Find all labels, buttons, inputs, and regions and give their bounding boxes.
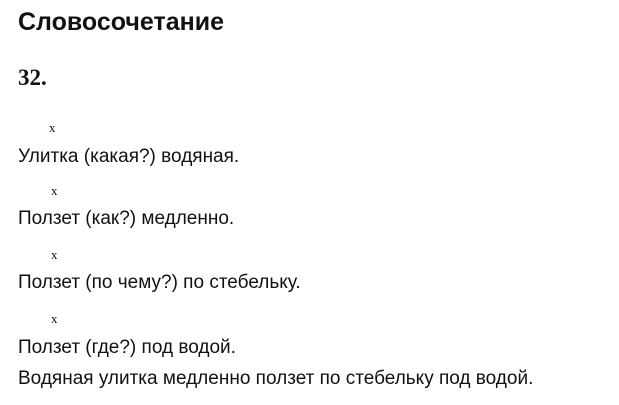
main-word-mark: х [51, 247, 58, 262]
phrase-line: Ползет (где?) под водой. [18, 337, 236, 358]
page-title: Словосочетание [18, 8, 225, 36]
main-word-mark: х [49, 120, 56, 135]
main-word-mark: х [51, 311, 58, 326]
phrase-line: Ползет (по чему?) по стебельку. [18, 272, 301, 293]
main-word-mark: х [51, 183, 58, 198]
phrase-line: Улитка (какая?) водяная. [18, 146, 240, 167]
phrase-line: Ползет (как?) медленно. [18, 208, 235, 229]
exercise-number: 32. [18, 65, 47, 90]
full-sentence: Водяная улитка медленно ползет по стебельку под водой. [18, 368, 534, 389]
